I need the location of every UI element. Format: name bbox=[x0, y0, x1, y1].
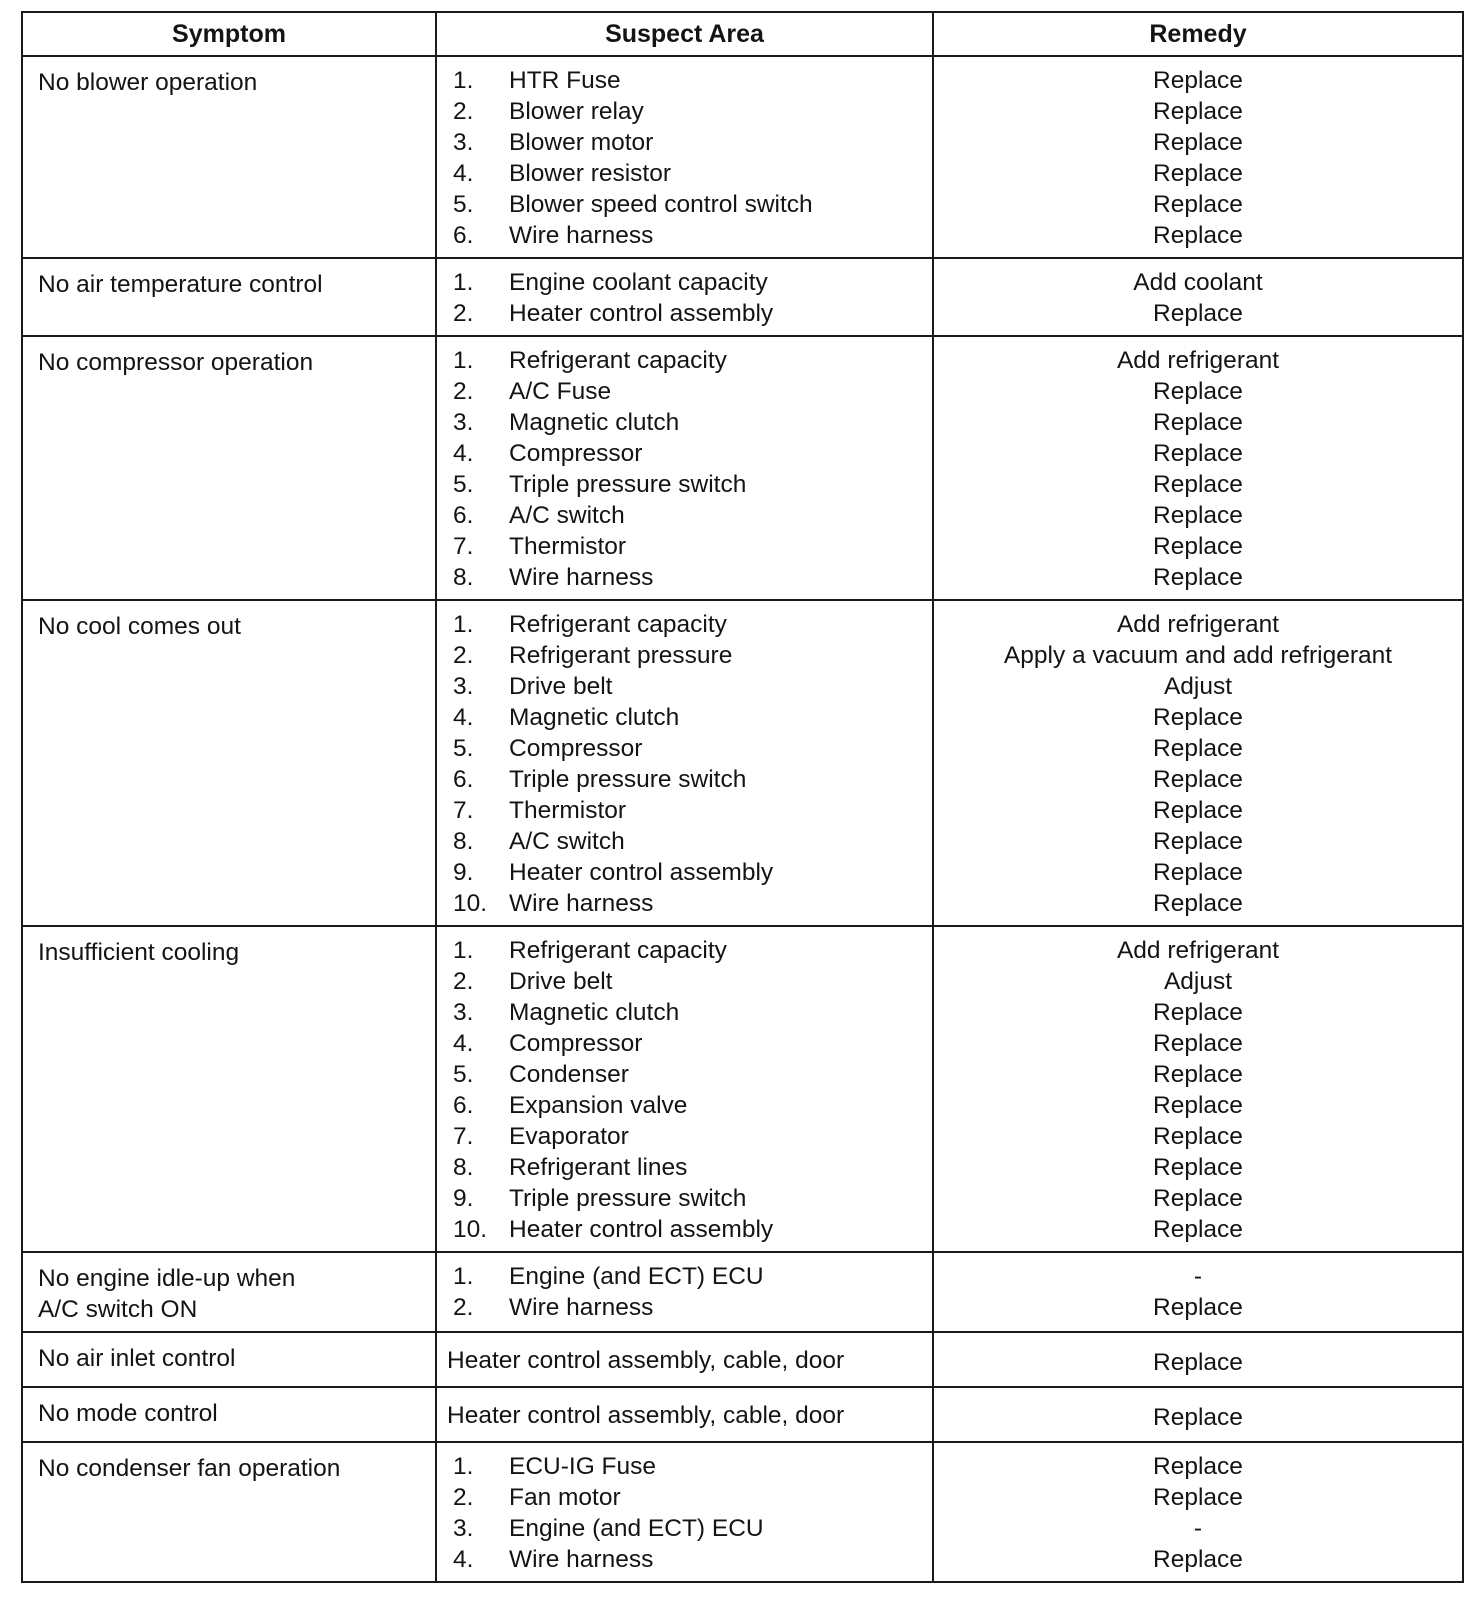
item-area-text: Refrigerant capacity bbox=[509, 611, 727, 638]
item-number: 9. bbox=[453, 859, 474, 886]
remedy-item: Replace bbox=[1153, 191, 1243, 218]
remedy-item: Replace bbox=[1153, 1484, 1243, 1511]
remedy-item: Replace bbox=[1153, 98, 1243, 125]
symptom-text: No mode control bbox=[38, 1400, 218, 1427]
item-number: 1. bbox=[453, 67, 474, 94]
item-area-text: Blower relay bbox=[509, 98, 644, 125]
remedy-item: Replace bbox=[1153, 1216, 1243, 1243]
suspect-area-item bbox=[453, 1152, 926, 1183]
item-area-text: Engine (and ECT) ECU bbox=[509, 1263, 764, 1290]
table-row bbox=[22, 336, 1463, 600]
suspect-area-item bbox=[453, 1451, 926, 1482]
item-number: 7. bbox=[453, 533, 474, 560]
item-area-text: ECU-IG Fuse bbox=[509, 1453, 657, 1480]
item-number: 5. bbox=[453, 1061, 474, 1088]
suspect-area-item bbox=[453, 997, 926, 1028]
suspect-area-item bbox=[453, 298, 926, 329]
suspect-area-cell bbox=[436, 336, 933, 600]
suspect-area-item bbox=[453, 562, 926, 593]
item-area-text: Heater control assembly bbox=[509, 859, 774, 886]
item-area-text: Refrigerant lines bbox=[509, 1154, 688, 1181]
item-number: 6. bbox=[453, 1092, 474, 1119]
remedy-cell bbox=[933, 1442, 1463, 1582]
item-number: 1. bbox=[453, 1263, 474, 1290]
symptom-cell bbox=[22, 258, 436, 336]
table-row bbox=[22, 258, 1463, 336]
remedy-item: Replace bbox=[1153, 440, 1243, 467]
remedy-item: Replace bbox=[1153, 828, 1243, 855]
remedy-item: Adjust bbox=[1163, 968, 1233, 995]
remedy-cell bbox=[933, 56, 1463, 258]
item-area-text: A/C Fuse bbox=[509, 378, 612, 405]
remedy-item: Apply a vacuum and add refrigerant bbox=[1003, 642, 1393, 669]
remedy-cell bbox=[933, 600, 1463, 926]
suspect-area-item bbox=[453, 65, 926, 96]
remedy-cell bbox=[933, 1252, 1463, 1332]
symptom-text: No air temperature control bbox=[38, 271, 323, 298]
table-row bbox=[22, 1252, 1463, 1332]
suspect-area-cell bbox=[436, 926, 933, 1252]
suspect-area-item bbox=[453, 407, 926, 438]
remedy-item: Replace bbox=[1153, 378, 1243, 405]
remedy-item: Add refrigerant bbox=[1116, 611, 1280, 638]
suspect-area-item bbox=[453, 127, 926, 158]
item-area-text: A/C switch bbox=[509, 828, 625, 855]
suspect-area-cell bbox=[436, 1332, 933, 1387]
item-number: 1. bbox=[453, 611, 474, 638]
item-number: 1. bbox=[453, 269, 474, 296]
symptom-cell bbox=[22, 1387, 436, 1442]
symptom-cell bbox=[22, 1252, 436, 1332]
item-number: 1. bbox=[453, 1453, 474, 1480]
item-number: 1. bbox=[453, 937, 474, 964]
item-number: 9. bbox=[453, 1185, 474, 1212]
item-area-text: Expansion valve bbox=[509, 1092, 688, 1119]
suspect-area-item bbox=[453, 1121, 926, 1152]
symptom-cell bbox=[22, 926, 436, 1252]
item-area-text: A/C switch bbox=[509, 502, 625, 529]
item-area-text: Magnetic clutch bbox=[509, 999, 680, 1026]
suspect-area-item bbox=[453, 220, 926, 251]
item-area-text: Blower resistor bbox=[509, 160, 672, 187]
suspect-area-item bbox=[453, 1292, 926, 1323]
remedy-text: Replace bbox=[1153, 1404, 1243, 1431]
remedy-item: - bbox=[1193, 1263, 1203, 1290]
item-number: 3. bbox=[453, 1515, 474, 1542]
item-number: 2. bbox=[453, 300, 474, 327]
symptom-text-line: No engine idle-up when bbox=[38, 1265, 296, 1292]
item-number: 4. bbox=[453, 1030, 474, 1057]
symptom-text: No blower operation bbox=[38, 69, 258, 96]
symptom-cell bbox=[22, 600, 436, 926]
item-number: 6. bbox=[453, 222, 474, 249]
remedy-item: Replace bbox=[1153, 471, 1243, 498]
item-number: 5. bbox=[453, 735, 474, 762]
suspect-area-item bbox=[453, 1183, 926, 1214]
table-row bbox=[22, 1442, 1463, 1582]
item-area-text: HTR Fuse bbox=[509, 67, 621, 94]
remedy-item: Replace bbox=[1153, 704, 1243, 731]
suspect-area-item bbox=[453, 609, 926, 640]
remedy-item: Replace bbox=[1153, 999, 1243, 1026]
item-area-text: Wire harness bbox=[509, 222, 654, 249]
remedy-cell bbox=[933, 336, 1463, 600]
item-area-text: Triple pressure switch bbox=[509, 766, 747, 793]
remedy-item: Replace bbox=[1153, 1294, 1243, 1321]
suspect-area-item bbox=[453, 1544, 926, 1575]
suspect-area-item bbox=[453, 733, 926, 764]
item-number: 5. bbox=[453, 191, 474, 218]
remedy-item: Replace bbox=[1153, 1123, 1243, 1150]
item-number: 2. bbox=[453, 98, 474, 125]
remedy-item: Replace bbox=[1153, 797, 1243, 824]
item-area-text: Blower motor bbox=[509, 129, 654, 156]
header-remedy: Remedy bbox=[933, 12, 1463, 56]
suspect-area-item bbox=[453, 935, 926, 966]
table-row bbox=[22, 926, 1463, 1252]
suspect-area-item bbox=[453, 1513, 926, 1544]
item-area-text: Drive belt bbox=[509, 968, 613, 995]
suspect-area-cell bbox=[436, 1252, 933, 1332]
remedy-cell bbox=[933, 258, 1463, 336]
item-area-text: Heater control assembly bbox=[509, 1216, 774, 1243]
remedy-item: Replace bbox=[1153, 67, 1243, 94]
suspect-area-item bbox=[453, 640, 926, 671]
remedy-item: - bbox=[1193, 1515, 1203, 1542]
remedy-item: Replace bbox=[1153, 1092, 1243, 1119]
troubleshooting-table-container bbox=[21, 11, 1462, 1583]
remedy-item: Replace bbox=[1153, 1453, 1243, 1480]
suspect-area-cell bbox=[436, 56, 933, 258]
item-number: 5. bbox=[453, 471, 474, 498]
item-number: 4. bbox=[453, 1546, 474, 1573]
suspect-area-item bbox=[453, 888, 926, 919]
item-area-text: Fan motor bbox=[509, 1484, 621, 1511]
item-number: 10. bbox=[453, 890, 488, 917]
item-number: 4. bbox=[453, 440, 474, 467]
symptom-cell bbox=[22, 1332, 436, 1387]
remedy-cell bbox=[933, 1387, 1463, 1442]
suspect-area-item bbox=[453, 857, 926, 888]
item-number: 2. bbox=[453, 1484, 474, 1511]
symptom-text: No condenser fan operation bbox=[38, 1455, 341, 1482]
remedy-item: Replace bbox=[1153, 766, 1243, 793]
item-area-text: Blower speed control switch bbox=[509, 191, 813, 218]
remedy-item: Replace bbox=[1153, 409, 1243, 436]
suspect-area-item bbox=[453, 189, 926, 220]
item-number: 3. bbox=[453, 409, 474, 436]
item-number: 3. bbox=[453, 129, 474, 156]
item-area-text: Drive belt bbox=[509, 673, 613, 700]
remedy-cell bbox=[933, 1332, 1463, 1387]
suspect-area-item bbox=[453, 267, 926, 298]
item-number: 6. bbox=[453, 766, 474, 793]
remedy-item: Add coolant bbox=[1133, 269, 1263, 296]
suspect-area-item bbox=[453, 671, 926, 702]
item-area-text: Compressor bbox=[509, 440, 643, 467]
suspect-area-item bbox=[453, 1214, 926, 1245]
item-number: 7. bbox=[453, 1123, 474, 1150]
symptom-text-line: A/C switch ON bbox=[38, 1296, 198, 1323]
item-area-text: Refrigerant capacity bbox=[509, 937, 727, 964]
remedy-item: Adjust bbox=[1163, 673, 1233, 700]
item-number: 2. bbox=[453, 1294, 474, 1321]
suspect-area-item bbox=[453, 158, 926, 189]
item-area-text: Wire harness bbox=[509, 890, 654, 917]
remedy-item: Replace bbox=[1153, 890, 1243, 917]
remedy-item: Replace bbox=[1153, 1030, 1243, 1057]
item-number: 8. bbox=[453, 828, 474, 855]
item-area-text: Compressor bbox=[509, 1030, 643, 1057]
item-number: 4. bbox=[453, 704, 474, 731]
item-number: 3. bbox=[453, 673, 474, 700]
remedy-item: Replace bbox=[1153, 533, 1243, 560]
suspect-area-item bbox=[453, 1059, 926, 1090]
item-number: 4. bbox=[453, 160, 474, 187]
suspect-area-item bbox=[453, 500, 926, 531]
item-number: 2. bbox=[453, 642, 474, 669]
item-area-text: Thermistor bbox=[509, 797, 627, 824]
item-area-text: Triple pressure switch bbox=[509, 1185, 747, 1212]
item-area-text: Thermistor bbox=[509, 533, 627, 560]
symptom-text: No compressor operation bbox=[38, 349, 314, 376]
suspect-area-item bbox=[453, 531, 926, 562]
item-area-text: Evaporator bbox=[509, 1123, 629, 1150]
remedy-item: Replace bbox=[1153, 502, 1243, 529]
item-area-text: Triple pressure switch bbox=[509, 471, 747, 498]
remedy-text: Replace bbox=[1153, 1349, 1243, 1376]
remedy-item: Replace bbox=[1153, 1546, 1243, 1573]
remedy-item: Replace bbox=[1153, 564, 1243, 591]
item-area-text: Refrigerant capacity bbox=[509, 347, 727, 374]
item-area-text: Refrigerant pressure bbox=[509, 642, 733, 669]
remedy-item: Replace bbox=[1153, 129, 1243, 156]
suspect-area-item bbox=[453, 438, 926, 469]
table-row bbox=[22, 600, 1463, 926]
item-number: 8. bbox=[453, 1154, 474, 1181]
suspect-area-cell bbox=[436, 1442, 933, 1582]
suspect-area-item bbox=[453, 1028, 926, 1059]
suspect-area-cell bbox=[436, 600, 933, 926]
suspect-area-item bbox=[453, 96, 926, 127]
item-number: 2. bbox=[453, 968, 474, 995]
item-area-text: Magnetic clutch bbox=[509, 704, 680, 731]
suspect-area-item bbox=[453, 1090, 926, 1121]
item-area-text: Magnetic clutch bbox=[509, 409, 680, 436]
remedy-item: Replace bbox=[1153, 1185, 1243, 1212]
table-body bbox=[22, 56, 1463, 1582]
table-row bbox=[22, 1387, 1463, 1442]
remedy-item: Replace bbox=[1153, 300, 1243, 327]
remedy-item: Replace bbox=[1153, 1061, 1243, 1088]
remedy-item: Replace bbox=[1153, 1154, 1243, 1181]
symptom-cell bbox=[22, 1442, 436, 1582]
item-area-text: Wire harness bbox=[509, 1294, 654, 1321]
symptom-text: Insufficient cooling bbox=[38, 939, 240, 966]
suspect-area-item bbox=[453, 1261, 926, 1292]
remedy-item: Add refrigerant bbox=[1116, 347, 1280, 374]
item-area-text: Engine (and ECT) ECU bbox=[509, 1515, 764, 1542]
suspect-area-cell bbox=[436, 1387, 933, 1442]
header-suspect-area: Suspect Area bbox=[436, 12, 933, 56]
suspect-area-text: Heater control assembly, cable, door bbox=[447, 1347, 845, 1374]
item-area-text: Engine coolant capacity bbox=[509, 269, 768, 296]
header-symptom: Symptom bbox=[22, 12, 436, 56]
suspect-area-item bbox=[453, 826, 926, 857]
table-row bbox=[22, 1332, 1463, 1387]
item-number: 10. bbox=[453, 1216, 488, 1243]
item-area-text: Compressor bbox=[509, 735, 643, 762]
item-number: 7. bbox=[453, 797, 474, 824]
suspect-area-item bbox=[453, 1482, 926, 1513]
item-number: 1. bbox=[453, 347, 474, 374]
suspect-area-cell bbox=[436, 258, 933, 336]
suspect-area-item bbox=[453, 345, 926, 376]
suspect-area-item bbox=[453, 966, 926, 997]
suspect-area-item bbox=[453, 764, 926, 795]
suspect-area-item bbox=[453, 469, 926, 500]
symptom-cell bbox=[22, 56, 436, 258]
item-area-text: Heater control assembly bbox=[509, 300, 774, 327]
item-number: 3. bbox=[453, 999, 474, 1026]
item-area-text: Condenser bbox=[509, 1061, 629, 1088]
suspect-area-item bbox=[453, 702, 926, 733]
item-number: 6. bbox=[453, 502, 474, 529]
header-row bbox=[22, 12, 1463, 56]
remedy-item: Replace bbox=[1153, 160, 1243, 187]
remedy-cell bbox=[933, 926, 1463, 1252]
symptom-text: No cool comes out bbox=[38, 613, 241, 640]
symptom-text: No air inlet control bbox=[38, 1345, 236, 1372]
remedy-item: Replace bbox=[1153, 735, 1243, 762]
item-area-text: Wire harness bbox=[509, 564, 654, 591]
suspect-area-item bbox=[453, 795, 926, 826]
troubleshooting-table bbox=[21, 11, 1464, 1583]
item-number: 2. bbox=[453, 378, 474, 405]
remedy-item: Replace bbox=[1153, 222, 1243, 249]
suspect-area-item bbox=[453, 376, 926, 407]
remedy-item: Replace bbox=[1153, 859, 1243, 886]
symptom-cell bbox=[22, 336, 436, 600]
table-row bbox=[22, 56, 1463, 258]
remedy-item: Add refrigerant bbox=[1116, 937, 1280, 964]
item-area-text: Wire harness bbox=[509, 1546, 654, 1573]
item-number: 8. bbox=[453, 564, 474, 591]
suspect-area-text: Heater control assembly, cable, door bbox=[447, 1402, 845, 1429]
